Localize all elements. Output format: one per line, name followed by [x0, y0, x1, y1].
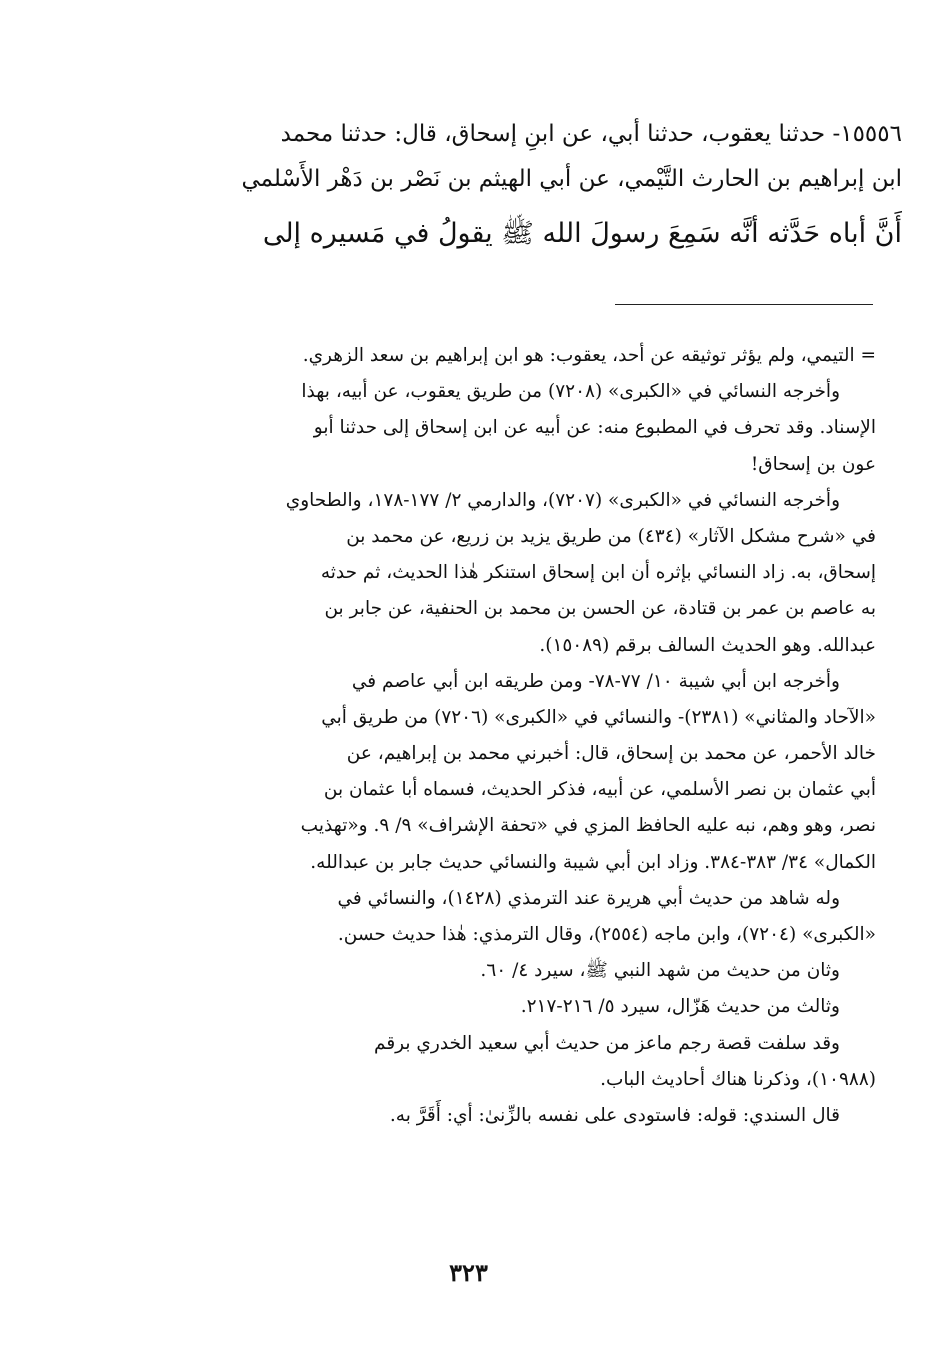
footnote-paragraph [168, 1098, 876, 1134]
footnote-line: = التيمي، ولم يؤثر توثيقه عن أحد، يعقوب: هو ابن إبراهيم بن سعد الزهري. [302, 345, 876, 366]
page-number: ٣٢٣ [449, 1258, 488, 1287]
footnote-line: (١٠٩٨٨)، وذكرنا هناك أحاديث الباب. [600, 1068, 876, 1090]
footnote-line: «الكبرى» (٧٢٠٤)، وابن ماجه (٢٥٥٤)، وقال الترمذي: هٰذا حديث حسن. [337, 924, 876, 945]
footnote-paragraph [168, 664, 876, 881]
footnote-paragraph [168, 338, 876, 374]
footnotes-section [168, 338, 876, 1134]
footnote-divider [615, 304, 873, 305]
footnote-line: في «شرح مشكل الآثار» (٤٣٤) من طريق يزيد بن زريع، عن محمد بن [346, 525, 876, 547]
footnote-line: الإسناد. وقد تحرف في المطبوع منه: عن أبيه عن ابن إسحاق إلى حدثنا أبو [313, 417, 876, 439]
footnote-line: قال السندي: قوله: فاستودى على نفسه بالزِّنىٰ: أي: أَقَرَّ به. [389, 1104, 840, 1126]
footnote-line: وأخرجه النسائي في «الكبرى» (٧٢٠٧)، والدارمي ٢/ ١٧٧-١٧٨، والطحاوي [285, 489, 840, 511]
footnote-line: وقد سلفت قصة رجم ماعز من حديث أبي سعيد الخدري برقم [374, 1032, 840, 1054]
footnote-paragraph [168, 989, 876, 1025]
footnote-line: أبي عثمان بن نصر الأسلمي، عن أبيه، فذكر الحديث، فسماه أبا عثمان بن [323, 779, 876, 801]
main-text-line: ابن إبراهيم بن الحارث التَّيْمي، عن أبي الهيثم بن نَصْر بن دَهْر الأَسْلمي [241, 166, 902, 192]
footnote-line: وأخرجه النسائي في «الكبرى» (٧٢٠٨) من طريق يعقوب، عن أبيه، بهذا [301, 381, 840, 403]
footnote-paragraph [168, 374, 876, 483]
footnote-line: عون بن إسحاق! [750, 453, 876, 475]
footnote-paragraph [168, 953, 876, 989]
footnote-line: وأخرجه ابن أبي شيبة ١٠/ ٧٧-٧٨- ومن طريقه ابن أبي عاصم في [351, 670, 840, 692]
footnote-paragraph [168, 881, 876, 953]
footnote-line: به عاصم بن عمر بن قتادة، عن الحسن بن محمد بن الحنفية، عن جابر بن [324, 598, 876, 620]
footnote-line: وله شاهد من حديث أبي هريرة عند الترمذي (١٤٢٨)، والنسائي في [337, 887, 840, 909]
footnote-line: خالد الأحمر، عن محمد بن إسحاق، قال: أخبرني محمد بن إبراهيم، عن [346, 743, 876, 765]
main-hadith-text [160, 112, 902, 264]
footnote-line: عبدالله. وهو الحديث السالف برقم (١٥٠٨٩). [539, 634, 876, 656]
footnote-line: الكمال» ٣٤/ ٣٨٣-٣٨٤. وزاد ابن أبي شيبة والنسائي حديث جابر بن عبدالله. [310, 851, 876, 873]
footnote-line: وثان من حديث من شهد النبي ﷺ، سيرد ٤/ ٦٠. [480, 960, 840, 982]
footnote-line: وثالث من حديث هَزّال، سيرد ٥/ ٢١٦-٢١٧. [520, 996, 840, 1018]
footnote-paragraph [168, 483, 876, 664]
footnote-line: «الآحاد والمثاني» (٢٣٨١)- والنسائي في «الكبرى» (٧٢٠٦) من طريق أبي [321, 706, 876, 728]
footnote-line: إسحاق، به. زاد النسائي بإثره أن ابن إسحاق استنكر هٰذا الحديث، ثم حدثه [320, 562, 876, 584]
main-text-line: أَنَّ أباه حَدَّثه أنَّه سَمِعَ رسولَ الله ﷺ يقولُ في مَسيره إلى [262, 218, 902, 249]
footnote-paragraph [168, 1026, 876, 1098]
main-text-line: ١٥٥٥٦- حدثنا يعقوب، حدثنا أبي، عن ابنِ إسحاق، قال: حدثنا محمد [280, 121, 902, 147]
footnote-line: نصر، وهو وهم، نبه عليه الحافظ المزي في «تحفة الإشراف» ٩/ ٩. و«تهذيب [300, 815, 876, 837]
